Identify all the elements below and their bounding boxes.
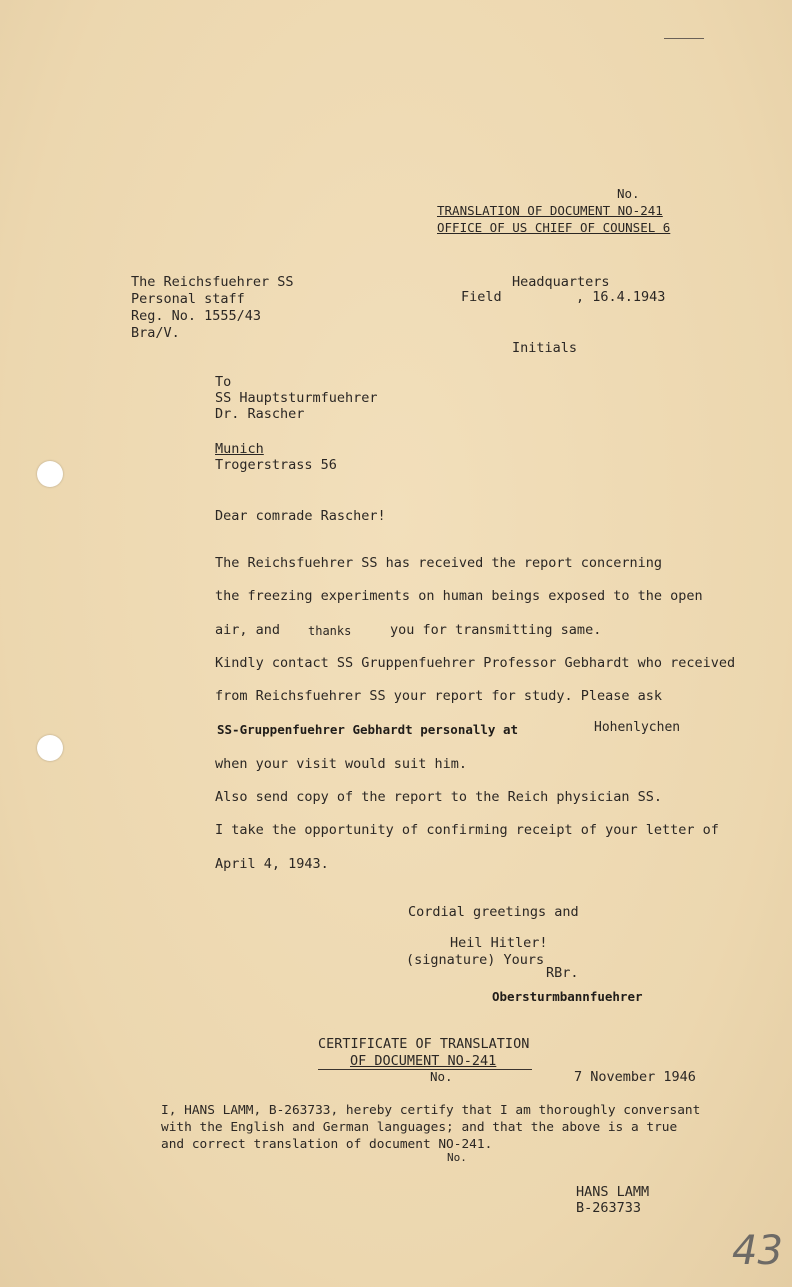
body-line-8: Also send copy of the report to the Reich physician SS. <box>215 789 663 805</box>
salutation: Dear comrade Rascher! <box>215 508 386 524</box>
recipient-rank: SS Hauptsturmfuehrer <box>215 390 378 406</box>
punch-hole-top <box>37 461 63 487</box>
body-line-9: I take the opportunity of confirming receipt of your letter of <box>215 822 719 838</box>
header-office-line: OFFICE OF US CHIEF OF COUNSEL 6 <box>437 220 671 235</box>
body-line-3a: air, and <box>215 622 281 638</box>
body-line-3c: you for transmitting same. <box>390 622 602 638</box>
body-line-10: April 4, 1943. <box>215 856 329 872</box>
certificate-no-label-2: No. <box>447 1151 467 1164</box>
signer-name: HANS LAMM <box>576 1184 650 1200</box>
sender-line-4: Bra/V. <box>131 325 180 341</box>
certificate-title-2: OF DOCUMENT NO-241 <box>350 1053 497 1069</box>
letter-date: , 16.4.1943 <box>576 289 666 305</box>
header-no-label: No. <box>617 186 640 201</box>
closing-heil: Heil Hitler! <box>450 935 548 951</box>
closing-initials: RBr. <box>546 965 579 981</box>
closing-signature: (signature) Yours <box>406 952 545 968</box>
recipient-street: Trogerstrass 56 <box>215 457 337 473</box>
recipient-city: Munich <box>215 441 264 457</box>
punch-hole-bottom <box>37 735 63 761</box>
body-line-3b: thanks <box>308 624 352 638</box>
recipient-to: To <box>215 374 232 390</box>
initials-label: Initials <box>512 340 578 356</box>
headquarters-label: Headquarters <box>512 274 610 290</box>
certificate-title-1: CERTIFICATE OF TRANSLATION <box>318 1036 530 1052</box>
header-translation-line: TRANSLATION OF DOCUMENT NO-241 <box>437 203 663 218</box>
certificate-paragraph-3: and correct translation of document NO-241. <box>161 1137 493 1152</box>
signer-id: B-263733 <box>576 1200 642 1216</box>
body-line-1: The Reichsfuehrer SS has received the report concerning <box>215 555 663 571</box>
body-line-2: the freezing experiments on human beings exposed to the open <box>215 588 703 604</box>
sender-line-3: Reg. No. 1555/43 <box>131 308 262 324</box>
certificate-date: 7 November 1946 <box>574 1069 696 1085</box>
corner-mark <box>664 38 704 39</box>
page-number: 43 <box>732 1228 783 1274</box>
sender-line-2: Personal staff <box>131 291 245 307</box>
closing-greetings: Cordial greetings and <box>408 904 579 920</box>
certificate-paragraph-2: with the English and German languages; and that the above is a true <box>161 1120 678 1135</box>
body-line-5: from Reichsfuehrer SS your report for study. Please ask <box>215 688 663 704</box>
body-line-4: Kindly contact SS Gruppenfuehrer Professor Gebhardt who received <box>215 655 736 671</box>
body-line-6b: Hohenlychen <box>594 720 681 735</box>
certificate-rule <box>318 1069 532 1070</box>
closing-rank: Obersturmbannfuehrer <box>492 989 643 1004</box>
recipient-name: Dr. Rascher <box>215 406 305 422</box>
body-line-6a: SS-Gruppenfuehrer Gebhardt personally at <box>217 722 519 737</box>
body-line-7: when your visit would suit him. <box>215 756 467 772</box>
field-label: Field <box>461 289 502 305</box>
certificate-no-label: No. <box>430 1069 453 1084</box>
certificate-paragraph-1: I, HANS LAMM, B-263733, hereby certify that I am thoroughly conversant <box>161 1103 701 1118</box>
sender-line-1: The Reichsfuehrer SS <box>131 274 294 290</box>
